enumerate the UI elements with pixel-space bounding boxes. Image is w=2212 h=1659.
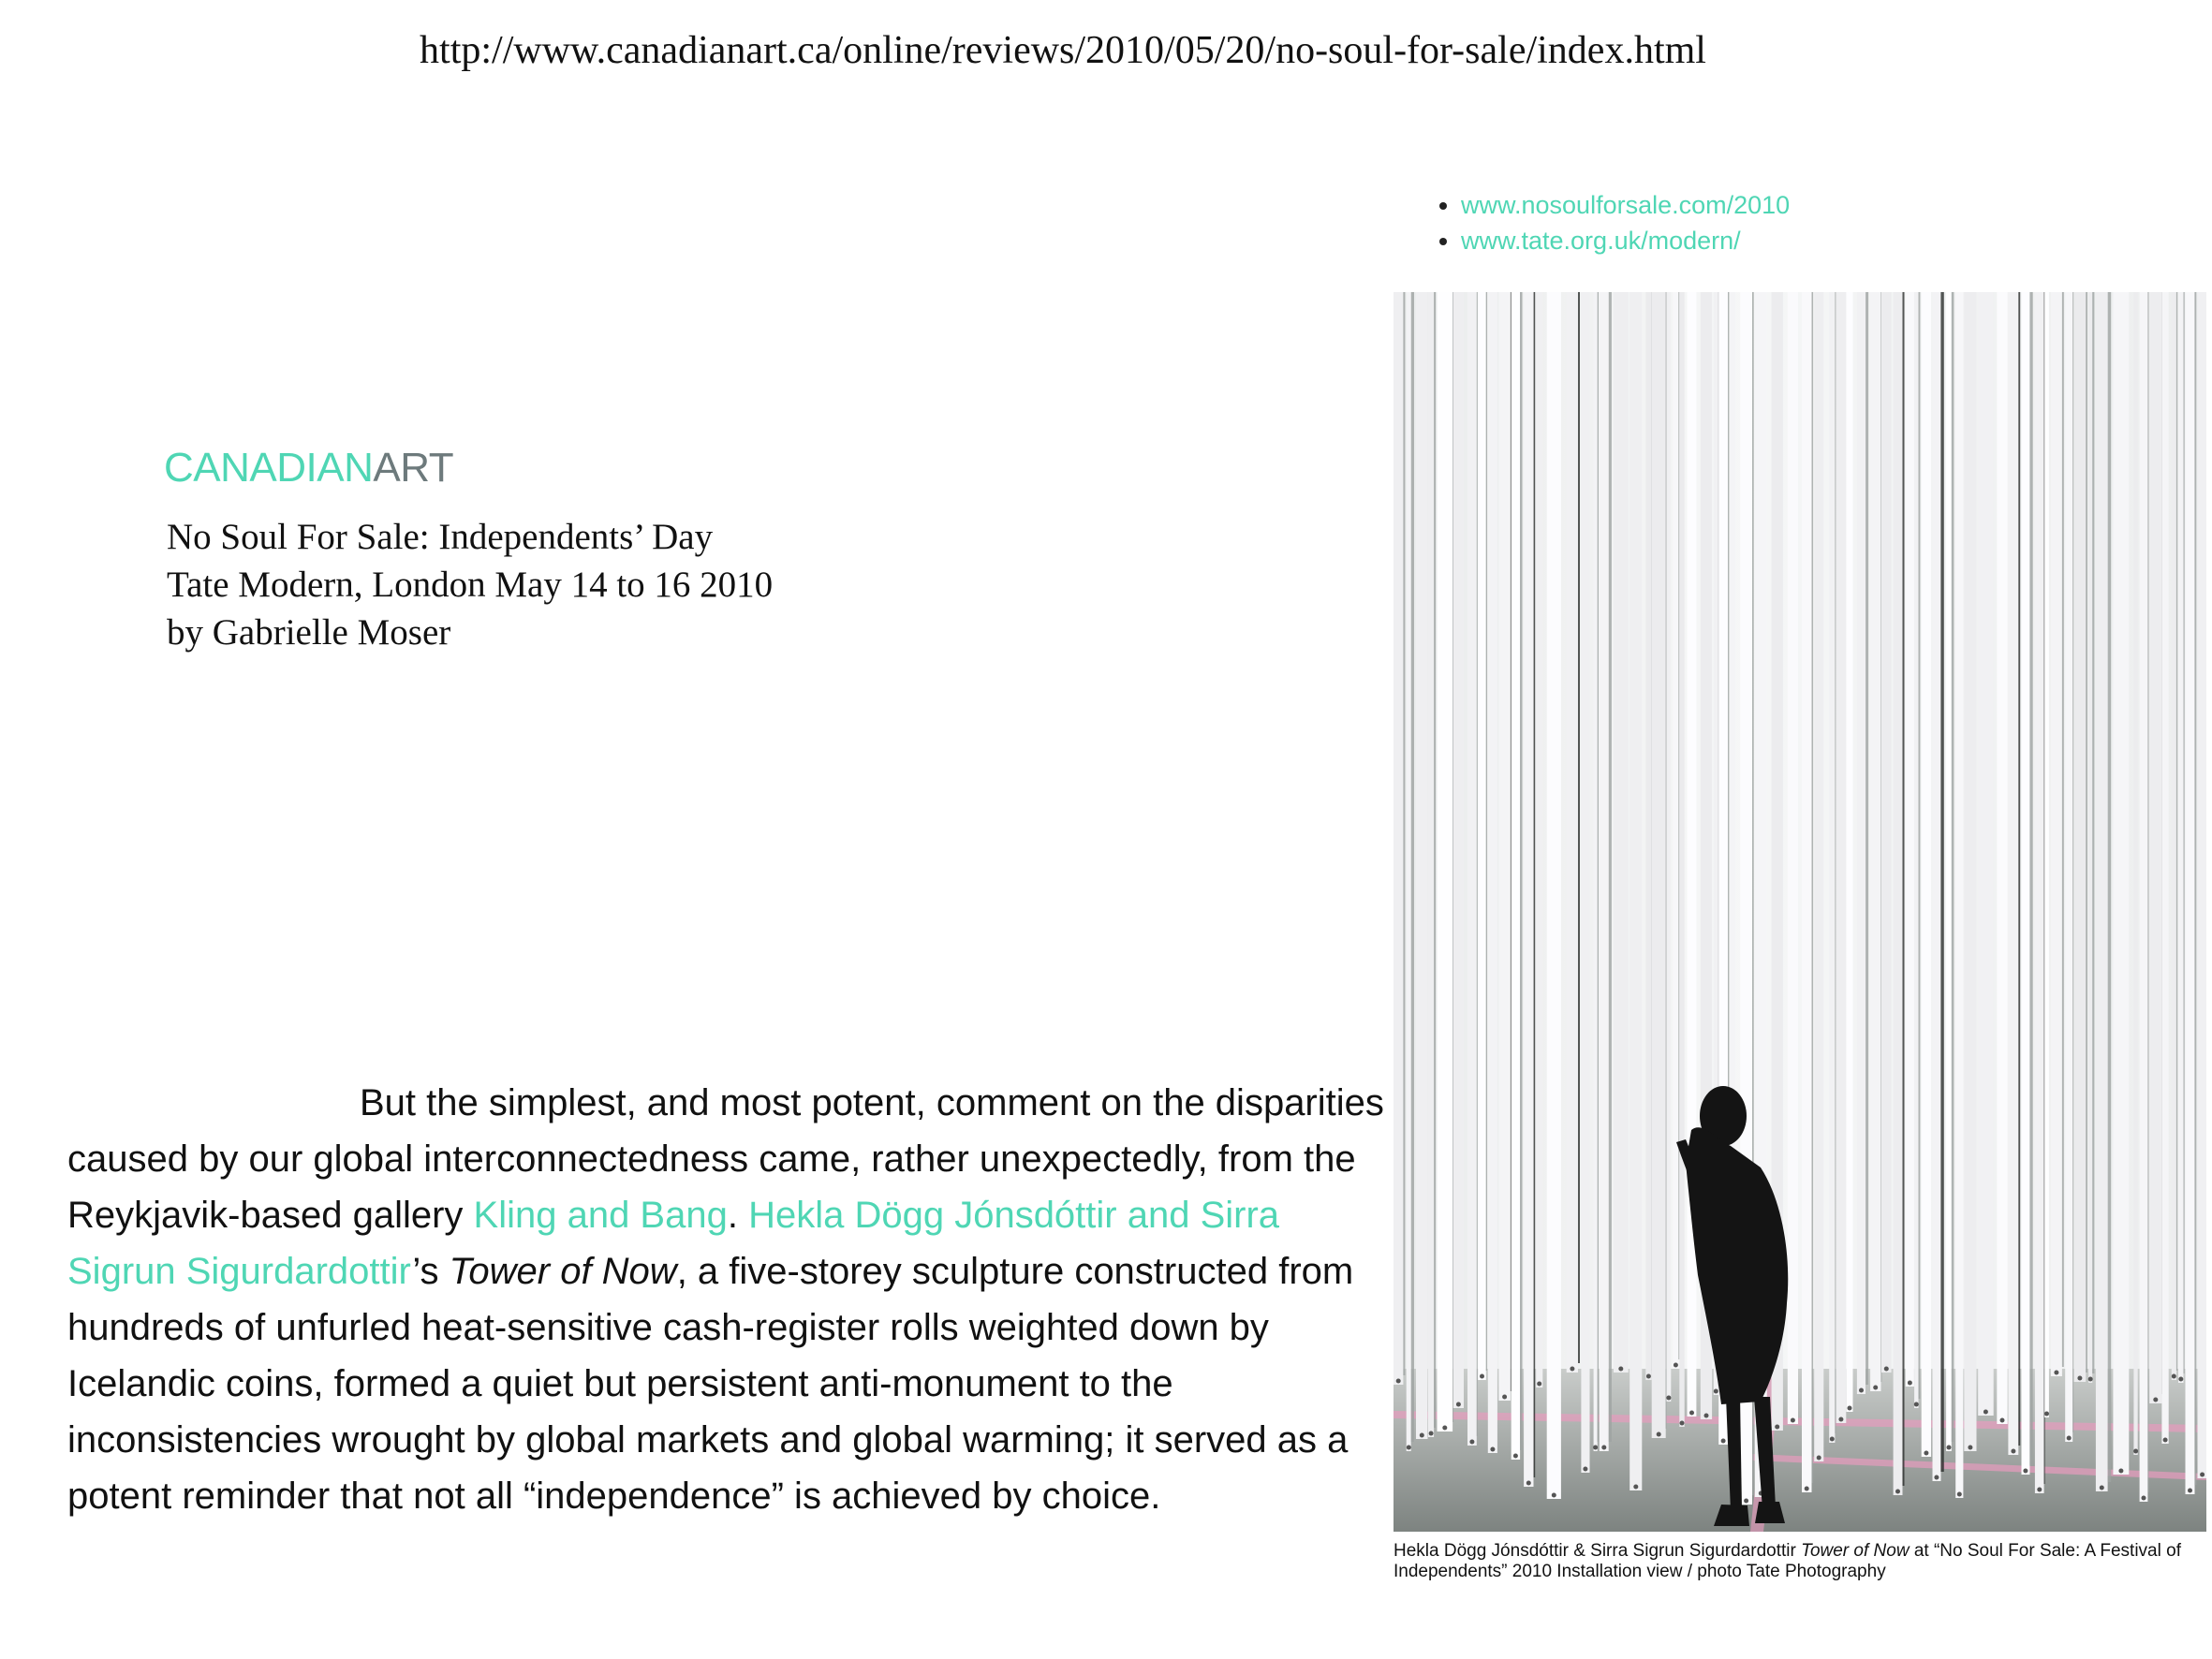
coin-weight	[1480, 1374, 1484, 1379]
strip-shadow	[2072, 292, 2073, 1432]
strip-shadow	[2147, 292, 2148, 1492]
coin-weight	[2000, 1418, 2005, 1423]
paper-strip	[1978, 292, 1994, 1416]
strip-shadow	[2092, 292, 2094, 1373]
paper-strip	[1894, 292, 1903, 1495]
coin-weight	[1908, 1381, 1912, 1386]
caption-artwork-title: Tower of Now	[1801, 1541, 1910, 1561]
logo-part-art: ART	[373, 445, 454, 491]
coin-weight	[1775, 1425, 1779, 1430]
paper-strip	[1645, 292, 1651, 1380]
paper-strip	[1955, 292, 1963, 1498]
coin-weight	[1552, 1493, 1556, 1498]
coin-weight	[2054, 1371, 2058, 1375]
strip-shadow	[2062, 292, 2064, 1367]
paper-strip	[1536, 292, 1542, 1387]
coin-weight	[2118, 1469, 2123, 1474]
page-url: http://www.canadianart.ca/online/reviews/2010/05/20/no-soul-for-sale/index.html	[420, 29, 1706, 72]
coin-weight	[2153, 1398, 2158, 1402]
coin-weight	[1805, 1487, 1809, 1491]
paper-strip	[1802, 292, 1812, 1492]
caption-text-1: Hekla Dögg Jónsdóttir & Sirra Sigrun Sigurdardottir	[1394, 1541, 1802, 1561]
paper-strip	[1922, 292, 1931, 1457]
paper-strip	[1997, 292, 2007, 1424]
coin-weight	[1895, 1490, 1900, 1494]
strip-shadow	[1865, 292, 1868, 1385]
article-text-1: But the simplest, and most potent, comment on the disparities caused by our global interconnectedness came, rather unexpectedly, from the Reykjavik-based gallery	[67, 1082, 1384, 1236]
coin-weight	[1442, 1426, 1447, 1431]
paper-strip	[2178, 292, 2184, 1383]
coin-weight	[2088, 1377, 2093, 1382]
coin-weight	[2067, 1436, 2072, 1441]
paper-strip	[1667, 292, 1672, 1402]
paper-strip	[1524, 292, 1533, 1487]
paper-strip	[2198, 292, 2207, 1478]
paper-strip	[2149, 292, 2161, 1403]
paper-strip	[2088, 292, 2092, 1383]
coin-weight	[1618, 1367, 1623, 1372]
coin-weight	[1714, 1389, 1718, 1394]
paper-strip	[2133, 292, 2137, 1455]
paper-strip	[1453, 292, 1464, 1408]
paper-strip	[1829, 292, 1835, 1443]
coin-weight	[2011, 1449, 2015, 1454]
paper-strip	[1600, 292, 1609, 1451]
strip-shadow	[1609, 292, 1612, 1442]
paper-strip	[1467, 292, 1477, 1446]
paper-strip	[2140, 292, 2148, 1502]
paper-strip	[1614, 292, 1629, 1373]
coin-weight	[1838, 1417, 1843, 1422]
coin-weight	[1689, 1411, 1694, 1416]
coin-weight	[1420, 1433, 1424, 1438]
paper-strip	[2008, 292, 2018, 1455]
paper-strip	[2074, 292, 2087, 1382]
paper-strip	[1407, 292, 1411, 1451]
coin-weight	[1957, 1492, 1962, 1497]
list-item	[1461, 223, 1790, 258]
paper-strip	[1933, 292, 1941, 1481]
related-links	[1433, 187, 1790, 258]
paper-strip	[1438, 292, 1453, 1431]
coin-weight	[1873, 1386, 1878, 1390]
coin-weight	[2133, 1449, 2138, 1454]
paper-strip	[2035, 292, 2044, 1493]
paper-strip	[1814, 292, 1823, 1461]
coin-weight	[1848, 1406, 1852, 1411]
coin-weight	[1429, 1431, 1434, 1436]
paper-strip	[1488, 292, 1497, 1453]
artwork-title: Tower of Now	[449, 1251, 677, 1292]
strip-shadow	[1411, 292, 1414, 1442]
paper-strip	[1394, 292, 1403, 1385]
link-tate-modern[interactable]: www.tate.org.uk/modern/	[1461, 227, 1741, 255]
coin-weight	[1744, 1499, 1748, 1504]
strip-shadow	[1434, 292, 1436, 1428]
coin-weight	[1924, 1451, 1928, 1456]
paper-strip	[1498, 292, 1511, 1401]
strip-shadow	[1520, 292, 1523, 1450]
coin-weight	[1456, 1402, 1461, 1407]
coin-weight	[1680, 1421, 1685, 1426]
paper-strip	[1946, 292, 1952, 1451]
coin-weight	[2044, 1412, 2049, 1417]
paper-strip	[2161, 292, 2168, 1444]
paper-strip	[1428, 292, 1434, 1437]
paper-strip	[1847, 292, 1853, 1412]
strip-shadow	[2184, 292, 2185, 1373]
link-nosoulforsale[interactable]: www.nosoulforsale.com/2010	[1461, 191, 1791, 219]
paper-strip	[1857, 292, 1865, 1394]
coin-weight	[1502, 1395, 1507, 1400]
strip-shadow	[1919, 292, 1921, 1399]
article-meta	[167, 513, 773, 656]
paper-strip	[1630, 292, 1642, 1490]
coin-weight	[1593, 1446, 1598, 1450]
paper-strip	[1674, 292, 1679, 1369]
article-text-4: , a five-storey sculpture constructed from hundreds of unfurled heat-sensitive cash-register rolls weighted down by Icelandic coins, formed a quiet but persistent anti-monument to the inconsistencies wrought by global markets and global warming; it served as a potent reminder that not all “independence” is achieved by choice.	[67, 1251, 1354, 1517]
strip-shadow	[2018, 292, 2020, 1446]
paper-strip	[2065, 292, 2072, 1442]
coin-weight	[2200, 1473, 2205, 1477]
coin-weight	[1721, 1439, 1726, 1444]
coin-weight	[1968, 1446, 1972, 1450]
paper-strip	[2044, 292, 2049, 1417]
coin-weight	[2178, 1377, 2183, 1382]
link-artists[interactable]: Hekla Dögg Jónsdóttir and Sirra Sigrun Sigurdardottir	[67, 1195, 1280, 1292]
strip-shadow	[2176, 292, 2177, 1371]
paper-strip	[1652, 292, 1666, 1438]
strip-shadow	[1598, 292, 1599, 1442]
paper-strip	[2096, 292, 2108, 1491]
article-paragraph	[67, 1075, 1397, 1524]
paper-strip	[1594, 292, 1598, 1451]
paper-strip	[1881, 292, 1892, 1373]
strip-shadow	[1477, 292, 1478, 1436]
paper-strip	[2186, 292, 2195, 1494]
paper-strip	[1512, 292, 1520, 1460]
strip-shadow	[1534, 292, 1536, 1477]
coin-weight	[1570, 1367, 1574, 1372]
coin-weight	[1537, 1382, 1541, 1387]
coin-weight	[1666, 1396, 1671, 1401]
strip-shadow	[1678, 292, 1679, 1359]
logo-part-canadian: CANADIAN	[164, 445, 374, 491]
paper-strip	[1679, 292, 1684, 1427]
coin-weight	[1513, 1454, 1518, 1459]
article-text-3: ’s	[412, 1251, 450, 1292]
coin-weight	[2188, 1489, 2192, 1493]
strip-shadow	[2194, 292, 2196, 1485]
caption-text-2: at “No Soul For Sale: A Festival of Independents” 2010 Installation view / photo Tate Photography	[1394, 1541, 2181, 1581]
photo-caption	[1394, 1541, 2206, 1582]
coin-weight	[1646, 1374, 1651, 1379]
article-venue: Tate Modern, London May 14 to 16 2010	[167, 565, 774, 605]
coin-weight	[1704, 1414, 1709, 1418]
paper-strip	[1567, 292, 1578, 1373]
paper-strip	[2113, 292, 2129, 1475]
strip-shadow	[1403, 292, 1405, 1375]
coin-weight	[1859, 1388, 1864, 1393]
strip-shadow	[2086, 292, 2087, 1373]
tower-of-now-image	[1394, 292, 2206, 1532]
coin-weight	[2142, 1496, 2146, 1501]
article-text-2: .	[727, 1195, 749, 1236]
coin-weight	[1884, 1367, 1889, 1372]
strip-shadow	[1578, 292, 1580, 1363]
paper-strip	[1914, 292, 1918, 1408]
coin-weight	[1396, 1379, 1401, 1384]
coin-weight	[1791, 1418, 1795, 1423]
coin-weight	[1526, 1481, 1531, 1486]
paper-strip	[2022, 292, 2030, 1475]
strip-shadow	[1486, 292, 1487, 1371]
canadian-art-logo	[164, 445, 453, 492]
coin-weight	[1983, 1410, 1988, 1415]
article-byline: by Gabrielle Moser	[167, 612, 451, 653]
paper-strip	[1547, 292, 1561, 1499]
paper-strip	[1416, 292, 1428, 1439]
strip-shadow	[1940, 292, 1943, 1472]
paper-strip	[1964, 292, 1976, 1451]
link-kling-and-bang[interactable]: Kling and Bang	[473, 1195, 728, 1236]
coin-weight	[1817, 1456, 1821, 1461]
paper-strip	[1478, 292, 1486, 1380]
strip-shadow	[2029, 292, 2032, 1465]
paper-strip	[2172, 292, 2176, 1380]
coin-weight	[2172, 1374, 2176, 1379]
coin-weight	[2163, 1438, 2168, 1443]
paper-strip	[1906, 292, 1914, 1387]
coin-weight	[1601, 1446, 1606, 1450]
strip-shadow	[1835, 292, 1836, 1433]
coin-weight	[2037, 1488, 2042, 1492]
article-title: No Soul For Sale: Independents’ Day	[167, 517, 714, 557]
coin-weight	[2023, 1469, 2028, 1474]
strip-shadow	[2108, 292, 2112, 1482]
coin-weight	[1947, 1446, 1952, 1450]
coin-weight	[1583, 1467, 1587, 1472]
coin-weight	[1934, 1475, 1939, 1480]
article-body	[67, 1075, 1397, 1524]
strip-shadow	[1666, 292, 1667, 1429]
paper-strip	[1788, 292, 1798, 1424]
strip-shadow	[1812, 292, 1814, 1483]
list-item	[1461, 187, 1790, 223]
coin-weight	[1490, 1447, 1495, 1452]
installation-photo	[1394, 292, 2206, 1532]
paper-strip	[2051, 292, 2062, 1376]
coin-weight	[1633, 1485, 1638, 1490]
coin-weight	[1914, 1402, 1919, 1407]
coin-weight	[1469, 1440, 1474, 1445]
coin-weight	[1407, 1446, 1411, 1450]
strip-shadow	[1952, 292, 1954, 1442]
coin-weight	[2077, 1376, 2082, 1381]
paper-strip	[1836, 292, 1847, 1423]
strip-shadow	[1903, 292, 1905, 1486]
coin-weight	[1657, 1432, 1661, 1437]
paper-strip	[1581, 292, 1589, 1473]
coin-weight	[1674, 1363, 1678, 1368]
coin-weight	[2100, 1486, 2104, 1490]
paper-strip	[1870, 292, 1880, 1391]
coin-weight	[1830, 1437, 1835, 1442]
